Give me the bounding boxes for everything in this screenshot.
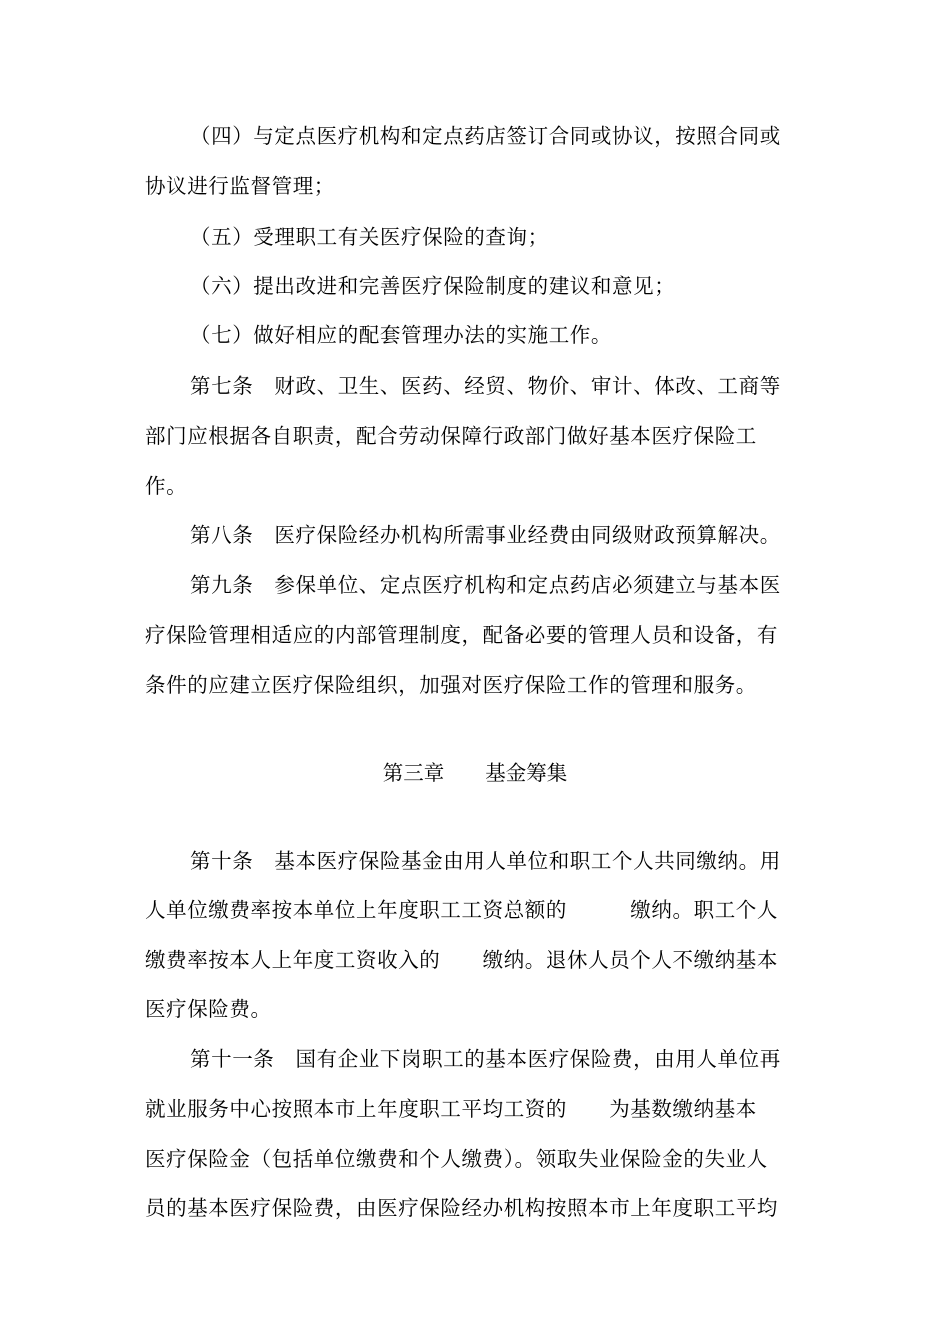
paragraph-line: 就业服务中心按照本市上年度职工平均工资的 为基数缴纳基本 xyxy=(145,1097,757,1121)
paragraph-line: 作。 xyxy=(145,474,188,498)
paragraph-line: （五）受理职工有关医疗保险的查询； xyxy=(190,225,549,249)
paragraph-line: 医疗保险费。 xyxy=(145,997,272,1021)
paragraph-line: 协议进行监督管理； xyxy=(145,174,335,198)
paragraph-line: 人单位缴费率按本单位上年度职工工资总额的 缴纳。职工个人 xyxy=(145,898,778,922)
article-11-line: 第十一条 国有企业下岗职工的基本医疗保险费，由用人单位再 xyxy=(190,1047,781,1071)
paragraph-line: （四）与定点医疗机构和定点药店签订合同或协议，按照合同或 xyxy=(190,124,781,148)
paragraph-line: 疗保险管理相适应的内部管理制度，配备必要的管理人员和设备，有 xyxy=(145,623,778,647)
paragraph-line: （六）提出改进和完善医疗保险制度的建议和意见； xyxy=(190,274,676,298)
article-7-line: 第七条 财政、卫生、医药、经贸、物价、审计、体改、工商等 xyxy=(190,374,781,398)
paragraph-line: 条件的应建立医疗保险组织，加强对医疗保险工作的管理和服务。 xyxy=(145,673,757,697)
paragraph-line: 缴费率按本人上年度工资收入的 缴纳。退休人员个人不缴纳基本 xyxy=(145,948,778,972)
paragraph-line: （七）做好相应的配套管理办法的实施工作。 xyxy=(190,323,612,347)
paragraph-line: 员的基本医疗保险费，由医疗保险经办机构按照本市上年度职工平均 xyxy=(145,1196,778,1220)
chapter-heading: 第三章 基金筹集 xyxy=(382,761,568,785)
article-8-line: 第八条 医疗保险经办机构所需事业经费由同级财政预算解决。 xyxy=(190,523,781,547)
article-10-line: 第十条 基本医疗保险基金由用人单位和职工个人共同缴纳。用 xyxy=(190,849,781,873)
paragraph-line: 医疗保险金（包括单位缴费和个人缴费）。领取失业保险金的失业人 xyxy=(145,1147,768,1171)
paragraph-line: 部门应根据各自职责，配合劳动保障行政部门做好基本医疗保险工 xyxy=(145,424,757,448)
article-9-line: 第九条 参保单位、定点医疗机构和定点药店必须建立与基本医 xyxy=(190,573,781,597)
